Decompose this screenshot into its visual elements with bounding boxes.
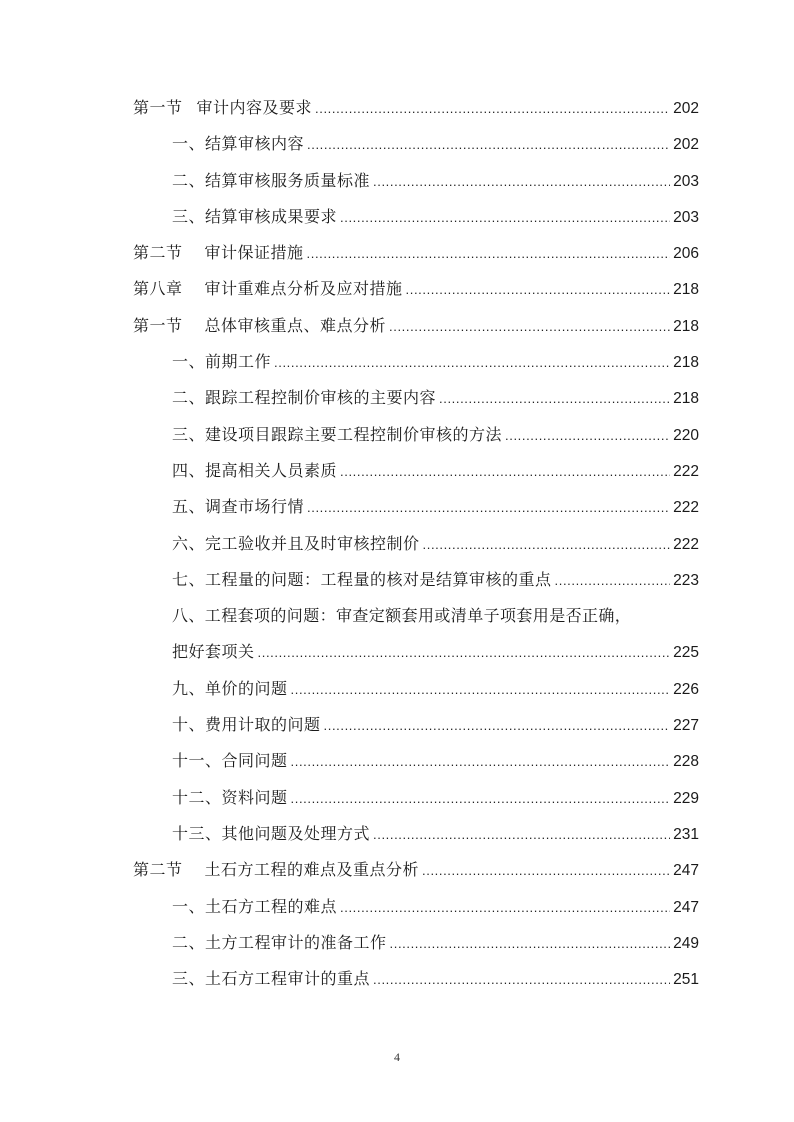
toc-entry-page: 229 [673,789,699,807]
toc-entry[interactable] [0,961,794,997]
toc-entry-page: 202 [673,136,699,154]
toc-entry-label: 第八章 [133,279,183,299]
toc-entry-label: 第二节 [133,243,183,263]
toc-entry-page: 218 [673,317,699,335]
toc-entry[interactable] [0,380,794,416]
toc-entry-page: 227 [673,717,699,735]
toc-entry-page: 228 [673,753,699,771]
toc-entry[interactable] [0,344,794,380]
dot-leader [291,744,671,780]
dot-leader [291,672,671,708]
toc-entry-page: 206 [673,245,699,263]
toc-entry-page: 218 [673,281,699,299]
toc-entry[interactable] [0,707,794,743]
toc-entry-page: 222 [673,535,699,553]
toc-entry-page: 247 [673,898,699,916]
dot-leader [373,962,670,998]
toc-entry-page: 251 [673,971,699,989]
toc-entry-title: 十二、资料问题 [172,787,288,807]
toc-entry-page: 203 [673,172,699,190]
toc-entry[interactable] [0,163,794,199]
toc-entry[interactable] [0,780,794,816]
toc-entry[interactable] [0,235,794,271]
toc-entry-title: 土石方工程的难点及重点分析 [204,860,420,880]
dot-leader [258,635,671,671]
toc-entry-title: 审计内容及要求 [196,98,313,117]
dot-leader [389,309,670,345]
dot-leader [340,200,670,236]
toc-entry[interactable] [0,562,794,598]
toc-entry[interactable] [0,925,794,961]
toc-entry-title-line1: 八、工程套项的问题：审查定额套用或清单子项套用是否正确， [172,606,632,626]
table-of-contents [0,90,794,997]
toc-entry-page: 247 [673,862,699,880]
toc-entry-title: 六、完工验收并且及时审核控制价 [172,533,420,553]
toc-entry-title: 七、工程量的问题：工程量的核对是结算审核的重点 [172,569,552,589]
toc-entry[interactable] [0,453,794,489]
toc-entry[interactable] [0,634,794,670]
toc-entry-page: 220 [673,426,699,444]
toc-entry[interactable] [0,417,794,453]
toc-entry-page: 222 [673,462,699,480]
toc-entry-page: 203 [673,208,699,226]
toc-entry-title: 一、土石方工程的难点 [172,896,338,916]
dot-leader [373,817,670,853]
toc-entry-title: 三、结算审核成果要求 [172,206,338,226]
toc-entry-label: 第一节 [133,315,183,335]
toc-entry-title: 五、调查市场行情 [172,497,305,517]
toc-entry-page: 202 [673,100,699,117]
toc-entry[interactable] [0,271,794,307]
toc-entry-title: 总体审核重点、难点分析 [204,315,387,335]
toc-entry[interactable] [0,526,794,562]
dot-leader [555,563,671,599]
toc-entry-title: 二、结算审核服务质量标准 [172,170,371,190]
toc-entry-title: 三、土石方工程审计的重点 [172,969,371,989]
toc-entry[interactable] [0,489,794,525]
toc-entry-title: 二、跟踪工程控制价审核的主要内容 [172,388,437,408]
dot-leader [324,708,671,744]
toc-entry-title: 十三、其他问题及处理方式 [172,823,371,843]
toc-entry-title: 二、土方工程审计的准备工作 [172,932,387,952]
dot-leader [307,127,670,163]
dot-leader [373,164,670,200]
toc-entry-title: 审计重难点分析及应对措施 [204,279,403,299]
toc-entry-page: 218 [673,390,699,408]
toc-entry[interactable] [0,852,794,888]
toc-entry-page: 223 [673,571,699,589]
dot-leader [315,91,670,127]
toc-entry-page: 231 [673,825,699,843]
page-number: 4 [394,1050,400,1064]
toc-entry-title: 四、提高相关人员素质 [172,460,338,480]
toc-entry-page: 225 [673,644,699,662]
toc-entry-title: 十一、合同问题 [172,751,288,771]
toc-entry-title: 三、建设项目跟踪主要工程控制价审核的方法 [172,424,503,444]
toc-entry-title: 一、结算审核内容 [172,134,305,154]
toc-entry-title: 把好套项关 [172,642,255,662]
toc-entry[interactable] [0,199,794,235]
dot-leader [340,890,670,926]
toc-entry[interactable] [0,671,794,707]
toc-entry-title: 一、前期工作 [172,352,272,372]
toc-entry[interactable] [0,889,794,925]
dot-leader [274,345,670,381]
dot-leader [439,381,670,417]
dot-leader [406,272,671,308]
dot-leader [307,236,671,272]
toc-entry-page: 249 [673,934,699,952]
dot-leader [307,490,670,526]
toc-entry-label: 第一节 [133,98,183,117]
dot-leader [291,781,671,817]
toc-entry[interactable] [0,743,794,779]
toc-entry-page: 218 [673,354,699,372]
dot-leader [340,454,670,490]
toc-entry[interactable] [0,816,794,852]
toc-entry-title: 审计保证措施 [204,243,304,263]
toc-entry-title: 十、费用计取的问题 [172,715,321,735]
toc-entry-title: 九、单价的问题 [172,678,288,698]
dot-leader [505,418,670,454]
dot-leader [423,527,671,563]
toc-entry[interactable] [0,126,794,162]
dot-leader [390,926,671,962]
toc-entry[interactable] [0,308,794,344]
toc-entry-label: 第二节 [133,860,183,880]
dot-leader [422,853,670,889]
toc-entry-page: 226 [673,680,699,698]
toc-entry[interactable] [0,90,794,126]
toc-entry-page: 222 [673,499,699,517]
toc-entry-wrapped-line[interactable] [0,598,794,634]
